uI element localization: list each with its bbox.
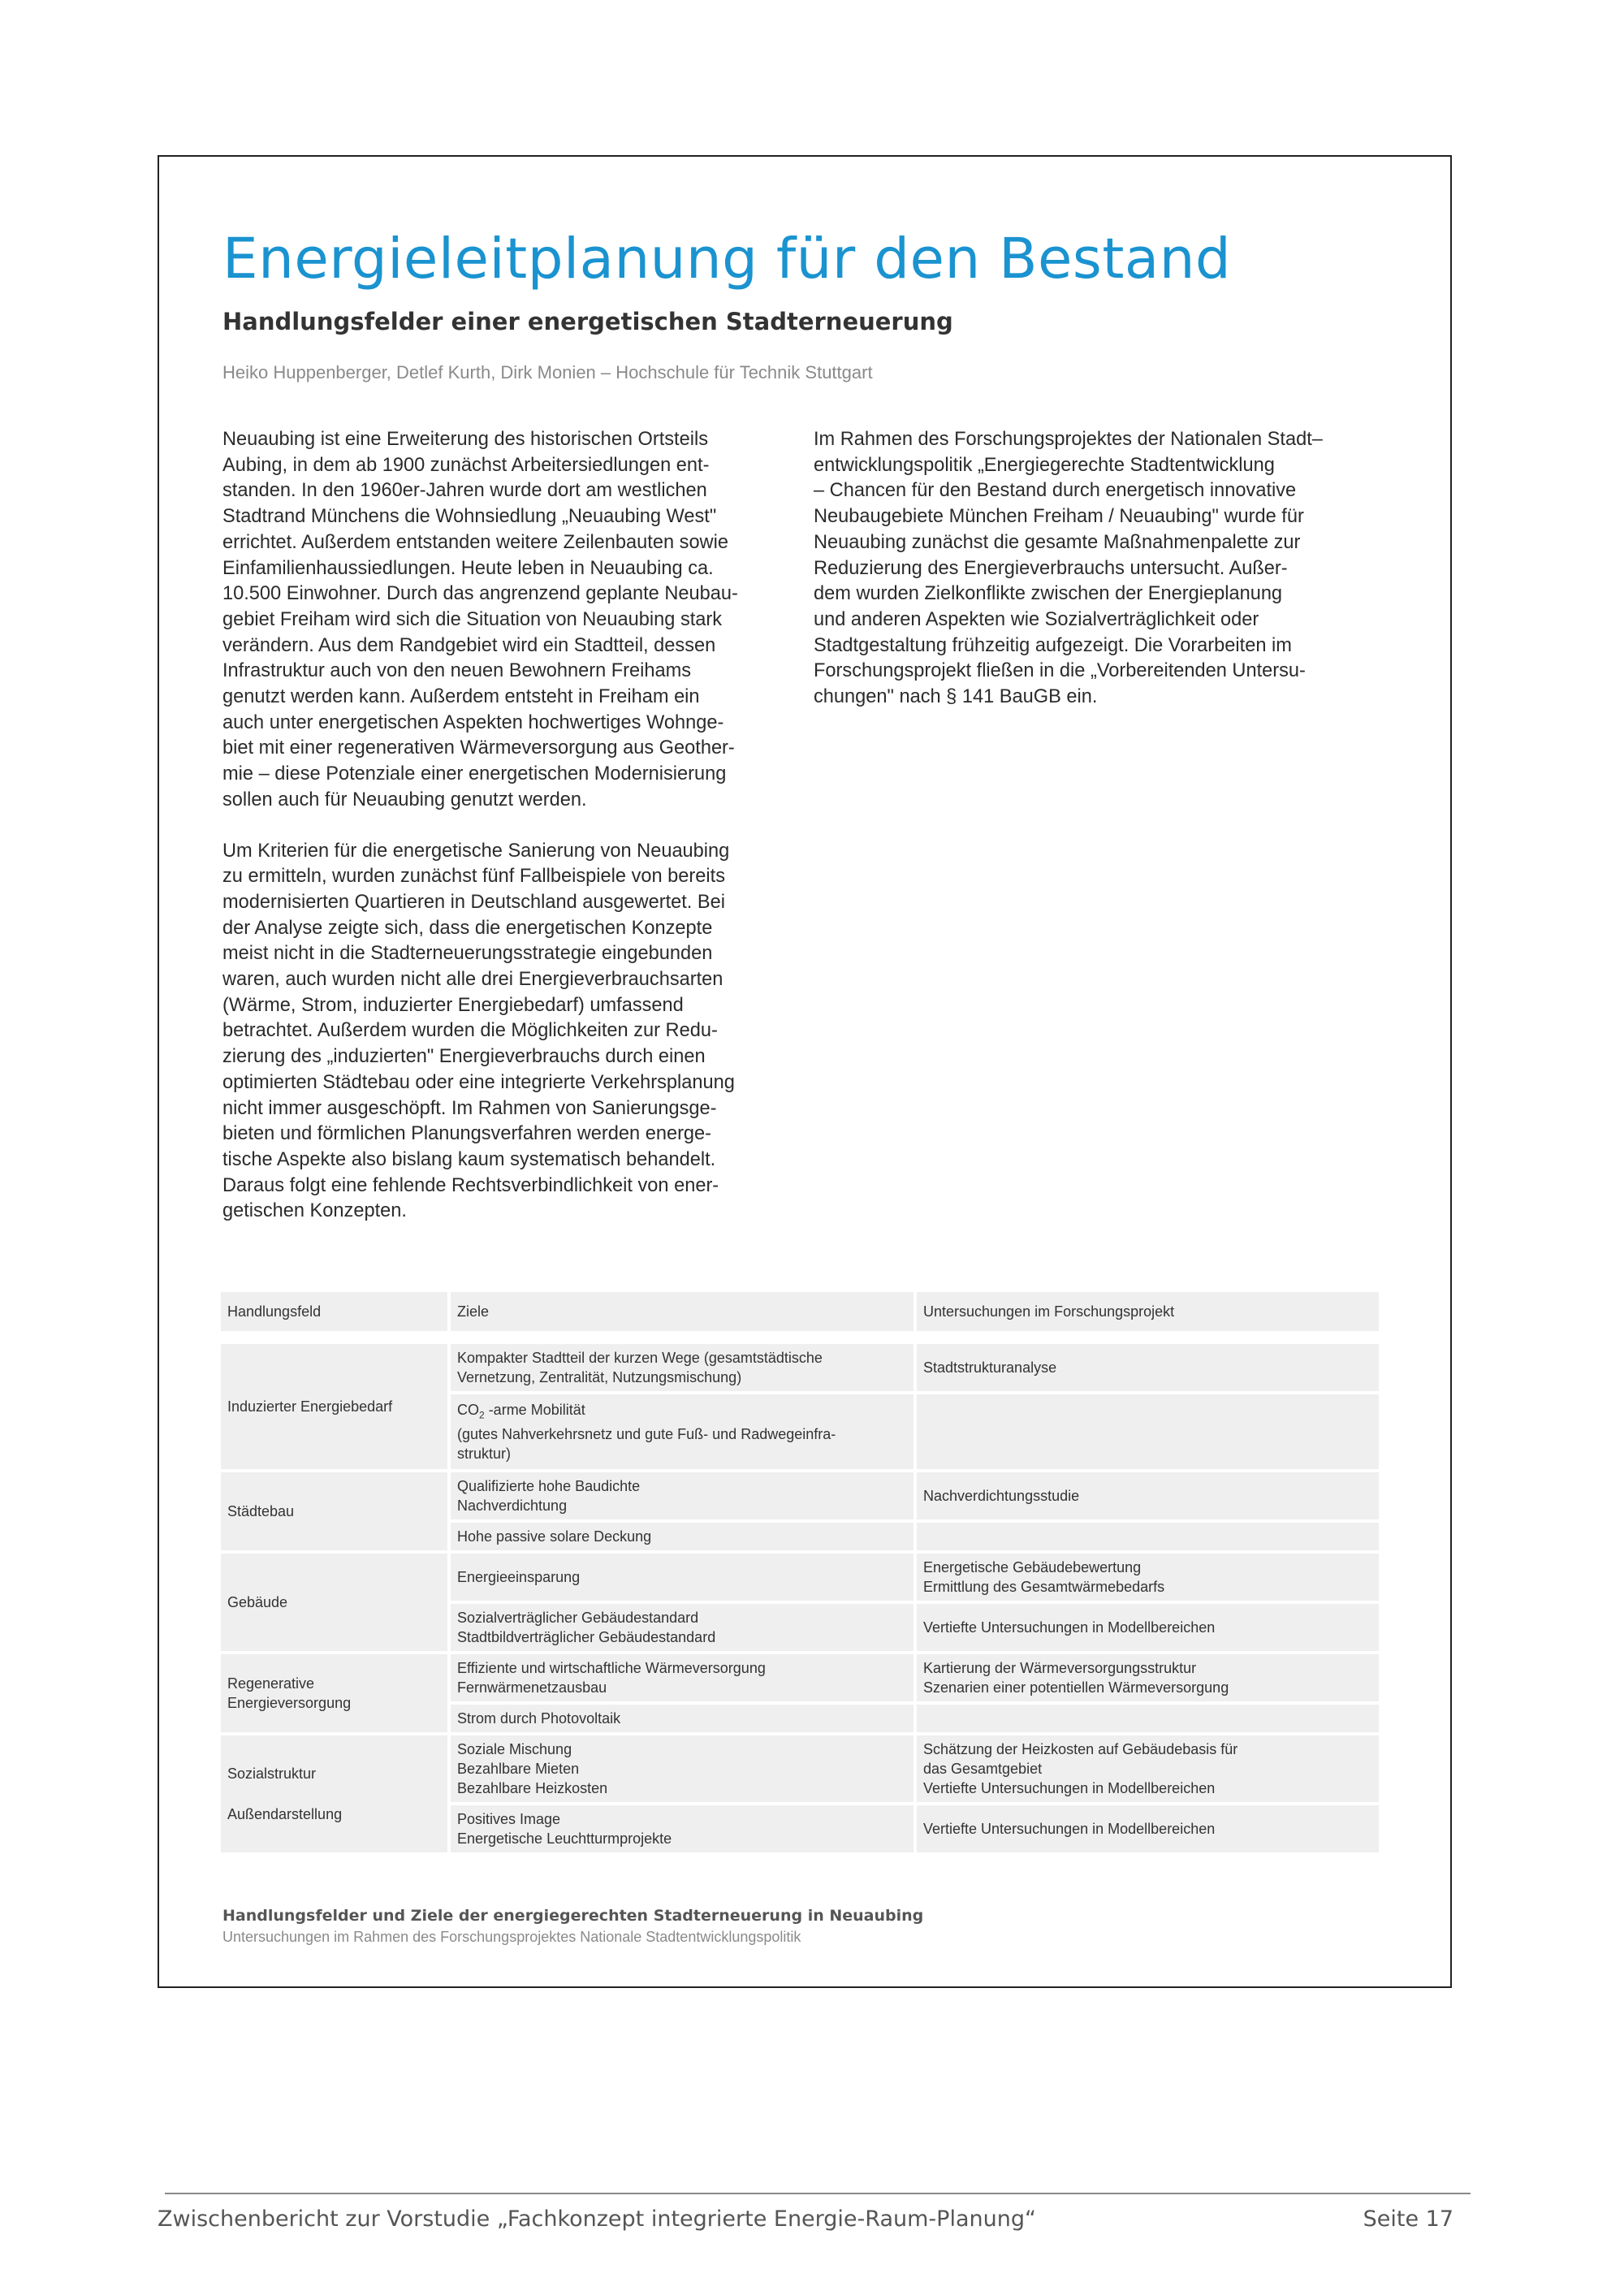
co2-subscript: 2 [479, 1409, 485, 1421]
studies-cell [917, 1805, 1379, 1852]
field-cell [221, 1654, 451, 1732]
cell-line: Bezahlbare Mieten [457, 1761, 580, 1777]
text-line: zierung des „induzierten" Energieverbrauchs durch einen [222, 1046, 706, 1068]
studies-cell [917, 1554, 1379, 1601]
left-paragraph-2 [222, 839, 791, 1225]
cell-line: Effiziente und wirtschaftliche Wärmeversorgung [457, 1660, 766, 1676]
goals-cell [451, 1344, 917, 1391]
caption-title: Handlungsfelder und Ziele der energiegerechten Stadterneuerung in Neuaubing [222, 1907, 924, 1925]
text-line: modernisierten Quartieren in Deutschland ausgewertet. Bei [222, 891, 726, 913]
goals-cell [451, 1705, 917, 1732]
text-line: nicht immer ausgeschöpft. Im Rahmen von Sanierungsge- [222, 1097, 717, 1119]
text-line: sollen auch für Neuaubing genutzt werden. [222, 789, 587, 810]
cell-line: Sozialstruktur [227, 1766, 317, 1782]
text-line: Neuaubing ist eine Erweiterung des historischen Ortsteils [222, 429, 709, 450]
handlungsfelder-table [221, 1289, 1379, 1856]
cell-line: Stadtbildverträglicher Gebäudestandard [457, 1629, 716, 1645]
article-title: Energieleitplanung für den Bestand [222, 227, 1232, 292]
table-caption [222, 1905, 923, 1947]
text-line: gebiet Freiham wird sich die Situation von Neuaubing stark [222, 608, 723, 630]
text-line: dem wurden Zielkonflikte zwischen der Energieplanung [814, 583, 1283, 605]
text-line: Um Kriterien für die energetische Sanierung von Neuaubing [222, 840, 730, 862]
text-line: mie – diese Potenziale einer energetischen Modernisierung [222, 763, 727, 785]
caption-subtitle: Untersuchungen im Rahmen des Forschungsprojektes Nationale Stadtentwicklungspolitik [222, 1929, 801, 1945]
field-cell: Gebäude [221, 1554, 451, 1651]
cell-line: Bezahlbare Heizkosten [457, 1780, 608, 1796]
goals-cell [451, 1735, 917, 1802]
text-line: meist nicht in die Stadterneuerungsstrategie eingebunden [222, 943, 713, 965]
goals-cell [451, 1805, 917, 1852]
field-cell: Städtebau [221, 1472, 451, 1550]
left-paragraph-1 [222, 427, 791, 814]
cell-line: Nachverdichtung [457, 1498, 568, 1514]
studies-cell [917, 1344, 1379, 1391]
text-line: – Chancen für den Bestand durch energetisch innovative [814, 480, 1297, 502]
field-cell: Induzierter Energiebedarf [221, 1344, 451, 1469]
text-line: Aubing, in dem ab 1900 zunächst Arbeitersiedlungen ent- [222, 454, 710, 476]
table-row [221, 1735, 1379, 1802]
cell-line: Energieversorgung [227, 1695, 352, 1711]
text-line: bieten und förmlichen Planungsverfahren werden energe- [222, 1123, 712, 1145]
text-line: Neuaubing zunächst die gesamte Maßnahmenpalette zur [814, 531, 1301, 553]
cell-line: Außendarstellung [227, 1806, 343, 1822]
article-authors: Heiko Huppenberger, Detlef Kurth, Dirk Monien – Hochschule für Technik Stuttgart [222, 362, 873, 382]
text-line: der Analyse zeigte sich, dass die energetischen Konzepte [222, 917, 713, 939]
goals-cell [451, 1394, 917, 1469]
text-line: Stadtgestaltung frühzeitig aufgezeigt. Die Vorarbeiten im [814, 634, 1292, 656]
text-line: biet mit einer regenerativen Wärmeversorgung aus Geother- [222, 737, 735, 759]
text-line: errichtet. Außerdem entstanden weitere Zeilenbauten sowie [222, 531, 728, 553]
text-line: zu ermitteln, wurden zunächst fünf Fallbeispiele von bereits [222, 866, 726, 888]
footer-report-title: Zwischenbericht zur Vorstudie „Fachkonzept integrierte Energie-Raum-Planung“ [158, 2206, 1036, 2232]
cell-line: Fernwärmenetzausbau [457, 1679, 607, 1696]
cell-line: Hohe passive solare Deckung [457, 1528, 652, 1545]
cell-line: Schätzung der Heizkosten auf Gebäudebasis für [923, 1741, 1238, 1757]
cell-line: Energetische Gebäudebewertung [923, 1559, 1142, 1575]
column-header: Ziele [451, 1292, 917, 1331]
table-row [221, 1654, 1379, 1701]
text-line: und anderen Aspekten wie Sozialverträglichkeit oder [814, 608, 1259, 630]
footer-divider [165, 2193, 1471, 2194]
article-subtitle: Handlungsfelder einer energetischen Stadterneuerung [222, 308, 953, 335]
goals-cell [451, 1654, 917, 1701]
cell-line: Energieeinsparung [457, 1569, 581, 1585]
text-line: Daraus folgt eine fehlende Rechtsverbindlichkeit von ener- [222, 1174, 719, 1196]
cell-line: struktur) [457, 1446, 512, 1463]
text-line: Reduzierung des Energieverbrauchs untersucht. Außer- [814, 557, 1288, 579]
table-row [221, 1554, 1379, 1601]
co2-suffix: -arme Mobilität [484, 1401, 585, 1418]
text-line: Forschungsprojekt fließen in die „Vorbereitenden Untersu- [814, 660, 1306, 682]
text-line: Infrastruktur auch von den neuen Bewohnern Freihams [222, 660, 692, 682]
goals-cell [451, 1554, 917, 1601]
studies-cell [917, 1604, 1379, 1651]
cell-line: Ermittlung des Gesamtwärmebedarfs [923, 1579, 1165, 1595]
text-line: 10.500 Einwohner. Durch das angrenzend geplante Neubau- [222, 583, 738, 605]
cell-line: Sozialverträglicher Gebäudestandard [457, 1610, 699, 1626]
table-row [221, 1472, 1379, 1519]
text-line: getischen Konzepten. [222, 1200, 407, 1222]
article-frame [158, 155, 1452, 1988]
cell-line: Kompakter Stadtteil der kurzen Wege (gesamtstädtische [457, 1350, 823, 1366]
studies-cell [917, 1705, 1379, 1732]
text-line: optimierten Städtebau oder eine integrierte Verkehrsplanung [222, 1071, 735, 1093]
cell-line: Szenarien einer potentiellen Wärmeversorgung [923, 1679, 1229, 1696]
cell-line: (gutes Nahverkehrsnetz und gute Fuß- und Radwegeinfra- [457, 1426, 836, 1443]
cell-line: Vertiefte Untersuchungen in Modellbereichen [923, 1780, 1216, 1796]
text-line: genutzt werden kann. Außerdem entsteht in Freiham ein [222, 686, 700, 708]
text-line: Einfamilienhaussiedlungen. Heute leben in Neuaubing ca. [222, 557, 714, 579]
table-row [221, 1344, 1379, 1391]
column-header: Untersuchungen im Forschungsprojekt [917, 1292, 1379, 1331]
cell-line: Vertiefte Untersuchungen in Modellbereichen [923, 1821, 1216, 1837]
text-line: (Wärme, Strom, induzierter Energiebedarf) umfassend [222, 994, 684, 1016]
column-header: Handlungsfeld [221, 1292, 451, 1331]
text-line: Neubaugebiete München Freiham / Neuaubing" wurde für [814, 506, 1304, 528]
studies-cell [917, 1523, 1379, 1550]
cell-line: Energetische Leuchtturmprojekte [457, 1830, 672, 1847]
page-number: Seite 17 [1363, 2206, 1453, 2232]
cell-line: Strom durch Photovoltaik [457, 1710, 621, 1727]
right-column [814, 427, 1382, 711]
text-line: standen. In den 1960er-Jahren wurde dort am westlichen [222, 480, 707, 502]
cell-line: Vertiefte Untersuchungen in Modellbereichen [923, 1619, 1216, 1636]
cell-line: das Gesamtgebiet [923, 1761, 1043, 1777]
text-line: entwicklungspolitik „Energiegerechte Stadtentwicklung [814, 454, 1275, 476]
studies-cell [917, 1735, 1379, 1802]
studies-cell [917, 1394, 1379, 1469]
table-header-row [221, 1292, 1379, 1331]
cell-line: Stadtstrukturanalyse [923, 1359, 1057, 1376]
cell-line: Regenerative [227, 1675, 315, 1692]
cell-line: Vernetzung, Zentralität, Nutzungsmischung) [457, 1369, 742, 1385]
text-line: waren, auch wurden nicht alle drei Energieverbrauchsarten [222, 969, 723, 991]
text-line: Stadtrand Münchens die Wohnsiedlung „Neuaubing West" [222, 506, 717, 528]
cell-line [457, 1400, 907, 1425]
co2-text: CO [457, 1401, 479, 1418]
text-line: chungen" nach § 141 BauGB ein. [814, 686, 1098, 708]
text-line: betrachtet. Außerdem wurden die Möglichkeiten zur Redu- [222, 1020, 718, 1042]
cell-line: Kartierung der Wärmeversorgungsstruktur [923, 1660, 1197, 1676]
text-line: verändern. Aus dem Randgebiet wird ein Stadtteil, dessen [222, 634, 716, 656]
goals-cell [451, 1604, 917, 1651]
left-column [222, 427, 791, 1225]
studies-cell [917, 1654, 1379, 1701]
cell-line: Nachverdichtungsstudie [923, 1488, 1080, 1504]
cell-line: Soziale Mischung [457, 1741, 572, 1757]
text-line: tische Aspekte also bislang kaum systematisch behandelt. [222, 1148, 716, 1170]
goals-cell [451, 1523, 917, 1550]
cell-line: Positives Image [457, 1811, 561, 1827]
field-cell [221, 1735, 451, 1852]
goals-cell [451, 1472, 917, 1519]
studies-cell [917, 1472, 1379, 1519]
cell-line: Qualifizierte hohe Baudichte [457, 1478, 641, 1494]
paragraph-gap [222, 814, 791, 839]
right-paragraph [814, 427, 1382, 711]
text-line: auch unter energetischen Aspekten hochwertiges Wohnge- [222, 711, 724, 733]
text-line: Im Rahmen des Forschungsprojektes der Nationalen Stadt– [814, 429, 1323, 450]
